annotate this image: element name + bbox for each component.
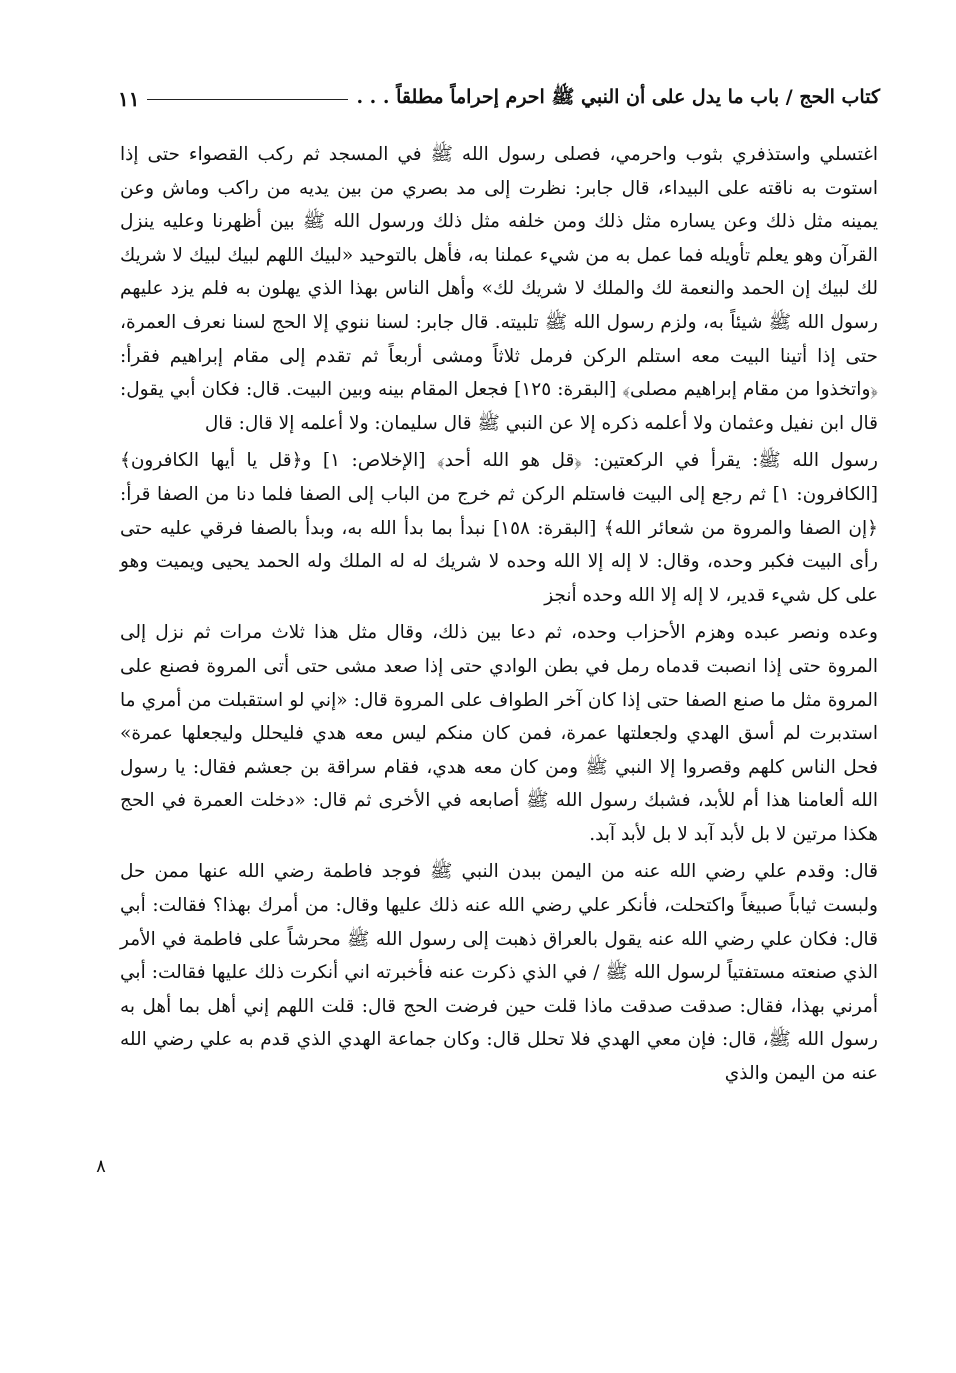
header-title: كتاب الحج / باب ما يدل على أن النبي ﷺ احرم إحراماً مطلقاً . . . [356, 86, 880, 108]
paragraph: وعده ونصر عبده وهزم الأحزاب وحده، ثم دعا بين ذلك، وقال مثل هذا ثلاث مرات ثم نزل إلى المروة حتى إذا انصبت قدماه رمل في بطن الوادي حتى إذا صعد مشى حتى أتى المروة فصنع على المروة مثل ما صنع الصفا حتى إذا كان آخر الطواف على المروة قال: «إني لو استقبلت من أمري ما استدبرت لم أسق الهدي ولجعلتها عمرة، فمن كان منكم ليس معه هدي فليحلل وليجعلها عمرة» فحل الناس كلهم وقصروا إلا النبي ﷺ ومن كان معه هدي، فقام سراقة بن جعشم فقال: يا رسول الله ألعامنا هذا أم للأبد، فشبك رسول الله ﷺ أصابعه في الأخرى ثم قال: «دخلت العمرة في الحج هكذا مرتين لا بل لأبد آبد لا بل لأبد آبد. [120, 622, 878, 845]
running-header [118, 82, 880, 116]
paragraph: رسول الله ﷺ: يقرأ في الركعتين: ﴿قل هو الله أحد﴾ [الإخلاص: ١] و﴿قل يا أيها الكافرون﴾ [الكافرون: ١] ثم رجع إلى البيت فاستلم الركن ثم خرج من الباب إلى الصفا فلما دنا من الصفا قرأ: ﴿إن الصفا والمروة من شعائر الله﴾ [البقرة: ١٥٨] نبدأ بما بدأ الله به، وبدأ بالصفا فرقي عليه حتى رأى البيت فكبر وحده، وقال: لا إله إلا الله وحده لا شريك له له الملك وله الحمد يحيى ويميت وهو على كل شيء قدير، لا إله إلا الله وحده أنجز [120, 450, 878, 606]
paragraph: اغتسلي واستذفري بثوب واحرمي، فصلى رسول الله ﷺ في المسجد ثم ركب القصواء حتى إذا استوت به ناقته على البيداء، قال جابر: نظرت إلى مد بصري من بين يديه من راكب وماش وعن يمينه مثل ذلك وعن يساره مثل ذلك ومن خلفه مثل ذلك ورسول الله ﷺ بين أظهرنا وعليه ينزل القرآن وهو يعلم تأويله فما عمل به من شيء عملنا به، فأهل بالتوحيد «لبيك اللهم لبيك لبيك لا شريك لك لبيك إن الحمد والنعمة لك والملك لا شريك لك» وأهل الناس بهذا الذي يهلون به فلم يزد عليهم رسول الله ﷺ شيئاً به، ولزم رسول الله ﷺ تلبيته. قال جابر: لسنا ننوي إلا الحج لسنا نعرف العمرة، حتى إذا أتينا البيت معه استلم الركن فرمل ثلاثاً ومشى أربعاً ثم تقدم إلى مقام إبراهيم فقرأ: ﴿واتخذوا من مقام إبراهيم مصلى﴾ [البقرة: ١٢٥] فجعل المقام بينه وبين البيت. قال: فكان أبي يقول: قال ابن نفيل وعثمان ولا أعلمه ذكره إلا عن النبي ﷺ قال سليمان: ولا أعلمه إلا قال: قال [120, 144, 878, 434]
header-rule [147, 99, 348, 100]
main-text [120, 138, 878, 1091]
margin-page-reference: ٨ [96, 1156, 106, 1177]
page-number: ١١ [118, 87, 140, 111]
paragraph: قال: وقدم علي رضي الله عنه من اليمن ببدن النبي ﷺ فوجد فاطمة رضي الله عنها ممن حل ولبست ثياباً صبيغاً واكتحلت، فأنكر علي رضي الله عنه ذلك عليها وقال: من أمرك بهذا؟ فقالت: أبي قال: فكان علي رضي الله عنه يقول بالعراق ذهبت إلى رسول الله ﷺ محرشاً على فاطمة في الأمر الذي صنعته مستفتياً لرسول الله ﷺ / في الذي ذكرت عنه فأخبرته اني أنكرت ذلك عليها فقالت: أبي أمرني بهذا، فقال: صدقت صدقت ماذا قلت حين فرضت الحج قال: قلت اللهم إني أهل بما أهل به رسول الله ﷺ، قال: فإن معي الهدي فلا تحلل قال: وكان جماعة الهدي الذي قدم به علي رضي الله عنه من اليمن والذي [120, 861, 878, 1085]
